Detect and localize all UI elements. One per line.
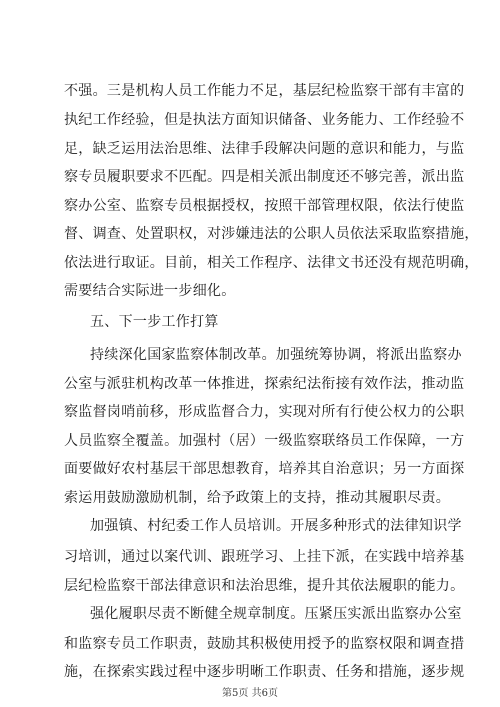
- paragraph-lead-line: 持续深化国家监察体制改革。加强统筹协调，将派出监察办: [90, 347, 462, 363]
- body-line: 不强。三是机构人员工作能力不足，基层纪检监察干部有丰富的: [64, 83, 465, 99]
- body-line: 和监察专员工作职责，鼓励其积极使用授予的监察权限和调查措: [64, 636, 465, 652]
- page-footer: 第5页 共6页: [222, 688, 278, 699]
- body-line: 人员监察全覆盖。加强村（居）一级监察联络员工作保障，一方: [64, 433, 465, 449]
- body-line: 公室与派驻机构改革一体推进，探索纪法衔接有效作法，推动监: [64, 376, 465, 392]
- section-heading: 五、下一步工作打算: [90, 314, 219, 330]
- body-line: 面要做好农村基层干部思想教育，培养其自治意识；另一方面探: [64, 461, 465, 477]
- body-line: 层纪检监察干部法律意识和法治思维，提升其依法履职的能力。: [64, 578, 465, 594]
- body-line: 察专员履职要求不匹配。四是相关派出制度还不够完善，派出监: [64, 169, 465, 185]
- body-line: 需要结合实际进一步细化。: [64, 283, 236, 299]
- body-line: 察监督岗哨前移，形成监督合力，实现对所有行使公权力的公职: [64, 404, 465, 420]
- paragraph-lead-line: 强化履职尽责不断健全规章制度。压紧压实派出监察办公室: [90, 606, 462, 622]
- body-line: 习培训，通过以案代训、跟班学习、上挂下派，在实践中培养基: [64, 549, 465, 565]
- paragraph-lead-line: 加强镇、村纪委工作人员培训。开展多种形式的法律知识学: [90, 518, 462, 534]
- body-line: 执纪工作经验，但是执法方面知识储备、业务能力、工作经验不: [64, 112, 465, 128]
- body-line: 索运用鼓励激励机制，给予政策上的支持，推动其履职尽责。: [64, 490, 451, 506]
- body-line: 察办公室、监察专员根据授权，按照干部管理权限，依法行使监: [64, 198, 465, 214]
- body-line: 足，缺乏运用法治思维、法律手段解决问题的意识和能力，与监: [64, 141, 465, 157]
- body-line: 施，在探索实践过程中逐步明晰工作职责、任务和措施，逐步规: [64, 664, 465, 680]
- body-line: 督、调查、处置职权，对涉嫌违法的公职人员依法采取监察措施，: [64, 226, 479, 242]
- body-line: 依法进行取证。目前，相关工作程序、法律文书还没有规范明确，: [64, 255, 479, 271]
